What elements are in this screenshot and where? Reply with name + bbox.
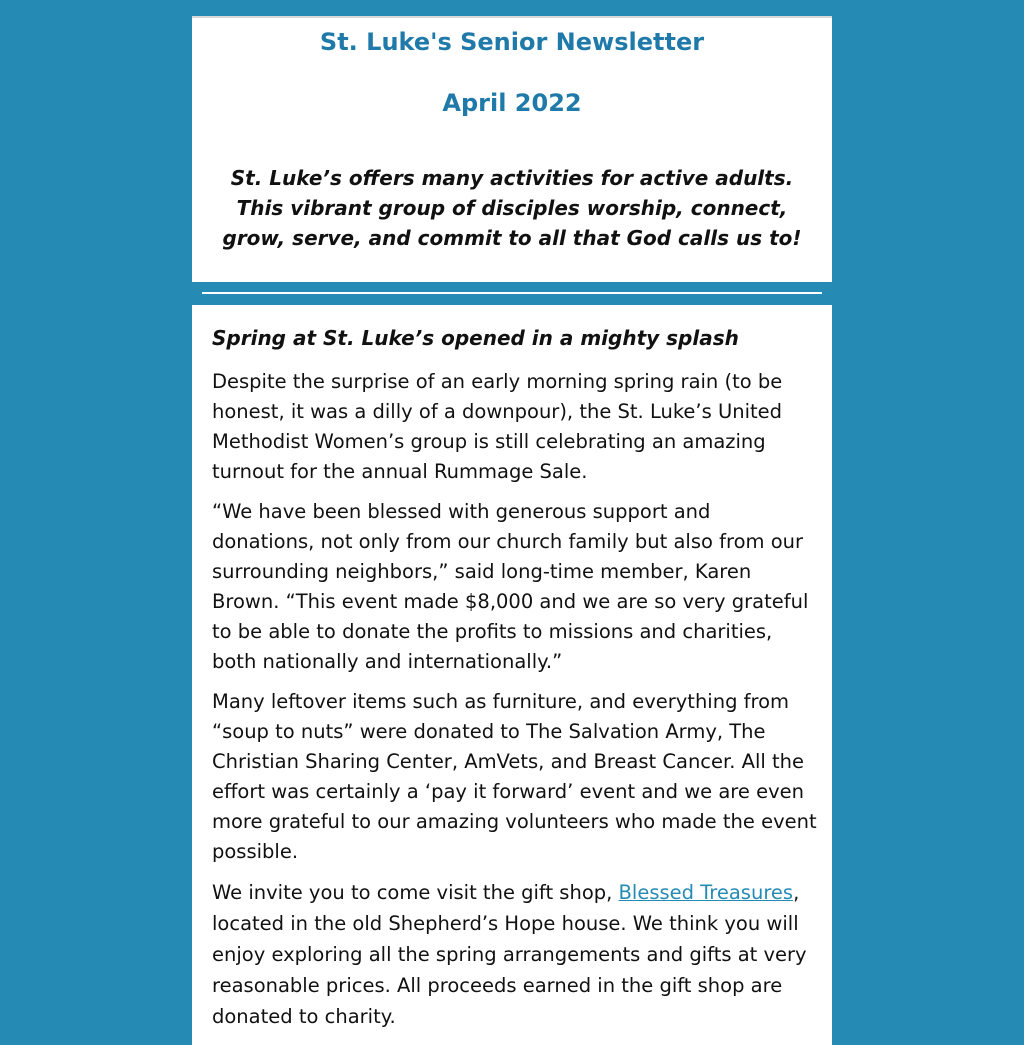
gift-shop-text-before: We invite you to come visit the gift shop, <box>212 881 619 904</box>
article-paragraph-4 <box>212 877 817 1032</box>
blessed-treasures-link[interactable]: Blessed Treasures <box>618 881 794 904</box>
article-card <box>192 305 832 1045</box>
newsletter-header <box>192 16 832 282</box>
article-paragraph-1: Despite the surprise of an early morning spring rain (to be honest, it was a dilly of a downpour), the St. Luke’s United Methodist Women’s group is still celebrating an amazing turnout for the annual Rummage Sale. <box>212 370 783 483</box>
newsletter-title: St. Luke's Senior Newsletter <box>319 28 705 56</box>
article-paragraph-2: “We have been blessed with generous support and donations, not only from our church family but also from our surrounding neighbors,” said long-time member, Karen Brown. “This event made $8,000 and we are so very grateful to be able to donate the profits to missions and charities, both nationally and internationally.” <box>212 500 809 673</box>
newsletter-date: April 2022 <box>442 89 582 117</box>
article-paragraph-3: Many leftover items such as furniture, and everything from “soup to nuts” were donated to The Salvation Army, The Christian Sharing Center, AmVets, and Breast Cancer. All the effort was certainly a ‘pay it forward’ event and we are even more grateful to our amazing volunteers who made the event possible. <box>212 690 817 863</box>
gift-shop-text-after: , located in the old Shepherd’s Hope house. We think you will enjoy exploring all the spring arrangements and gifts at very reasonable prices. All proceeds earned in the gift shop are donated to charity. <box>212 881 807 1028</box>
section-divider <box>202 292 822 294</box>
newsletter-tagline: St. Luke’s offers many activities for active adults. This vibrant group of disciples worship, connect, grow, serve, and commit to all that God calls us to! <box>222 166 802 250</box>
article-title: Spring at St. Luke’s opened in a mighty splash <box>212 326 739 350</box>
